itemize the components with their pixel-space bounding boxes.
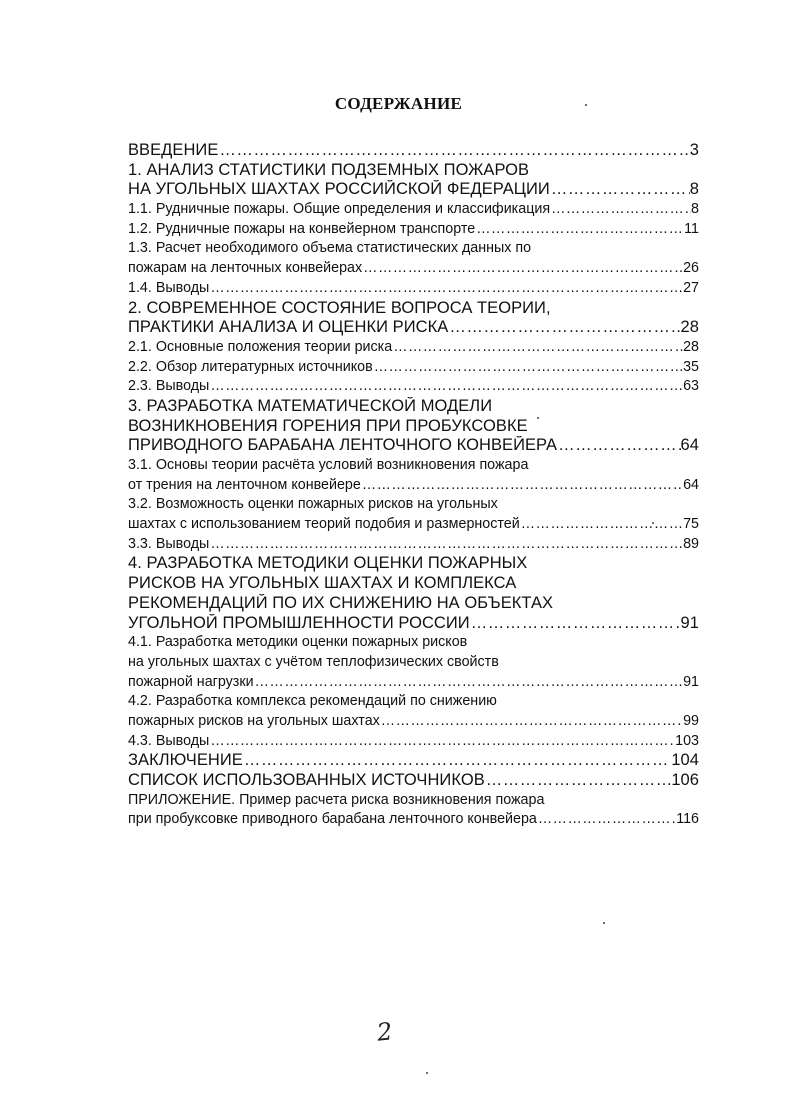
toc-entry — [128, 161, 699, 181]
toc-leader — [550, 200, 691, 220]
toc-leader — [209, 377, 683, 397]
toc-entry — [128, 279, 699, 299]
toc-entry — [128, 673, 699, 693]
toc-entry-text: СПИСОК ИСПОЛЬЗОВАННЫХ ИСТОЧНИКОВ — [128, 771, 485, 789]
toc-entry — [128, 200, 699, 220]
toc-entry — [128, 180, 699, 200]
toc-entry-text: 1. АНАЛИЗ СТАТИСТИКИ ПОДЗЕМНЫХ ПОЖАРОВ — [128, 160, 530, 179]
toc-entry — [128, 574, 699, 594]
toc-entry-page: 99 — [683, 712, 699, 729]
toc-entry — [128, 318, 699, 338]
toc-leader — [209, 535, 683, 555]
toc-leader — [392, 338, 683, 358]
scan-speck — [537, 417, 539, 419]
toc-entry — [128, 495, 699, 515]
toc-entry-page: 64 — [680, 436, 699, 455]
scan-speck — [585, 104, 587, 106]
toc-leader — [485, 771, 672, 791]
toc-entry-text: 4. РАЗРАБОТКА МЕТОДИКИ ОЦЕНКИ ПОЖАРНЫХ — [128, 554, 528, 573]
toc-entry-text: пожарных рисков на угольных шахтах — [128, 712, 380, 729]
toc-entry-text: 2.3. Выводы — [128, 378, 210, 395]
toc-entry-page: 75 — [683, 516, 699, 533]
toc-entry-page: 106 — [671, 771, 699, 789]
toc-entry-text: УГОЛЬНОЙ ПРОМЫШЛЕННОСТИ РОССИИ — [128, 613, 470, 632]
toc-entry-page: 104 — [671, 751, 699, 770]
toc-leader — [537, 810, 676, 830]
toc-entry-text: РЕКОМЕНДАЦИЙ ПО ИХ СНИЖЕНИЮ НА ОБЪЕКТАХ — [128, 593, 554, 612]
toc-entry-text: 2. СОВРЕМЕННОЕ СОСТОЯНИЕ ВОПРОСА ТЕОРИИ, — [128, 298, 551, 317]
toc-entry — [128, 791, 699, 811]
toc-leader — [550, 180, 690, 200]
toc-entry — [128, 771, 699, 791]
toc-leader — [209, 732, 675, 752]
toc-entry-page: 8 — [689, 180, 699, 199]
toc-entry-text: РИСКОВ НА УГОЛЬНЫХ ШАХТАХ И КОМПЛЕКСА — [128, 574, 517, 593]
toc-entry-page: 11 — [684, 220, 699, 237]
toc-entry — [128, 653, 699, 673]
table-of-contents — [128, 141, 699, 830]
toc-entry — [128, 397, 699, 417]
toc-entry — [128, 476, 699, 496]
toc-entry-page: 27 — [683, 279, 699, 296]
toc-entry-text: шахтах с использованием теорий подобия и размерностей — [128, 516, 520, 533]
toc-entry — [128, 810, 699, 830]
toc-leader — [361, 476, 683, 496]
toc-entry — [128, 141, 699, 161]
toc-entry-text: ЗАКЛЮЧЕНИЕ — [128, 751, 243, 770]
toc-leader — [209, 279, 683, 299]
toc-entry-text: 2.1. Основные положения теории риска — [128, 338, 393, 355]
toc-entry-text: от трения на ленточном конвейере — [128, 476, 361, 493]
toc-entry-text: 1.4. Выводы — [128, 279, 210, 296]
toc-entry-text: ПРИВОДНОГО БАРАБАНА ЛЕНТОЧНОГО КОНВЕЙЕРА — [128, 436, 558, 455]
toc-entry-page: 28 — [680, 318, 699, 337]
toc-entry-text: НА УГОЛЬНЫХ ШАХТАХ РОССИЙСКОЙ ФЕДЕРАЦИИ — [128, 180, 550, 199]
toc-entry — [128, 456, 699, 476]
toc-entry — [128, 594, 699, 614]
toc-entry-page: 8 — [691, 201, 699, 218]
toc-entry-page: 103 — [675, 732, 699, 749]
toc-entry — [128, 712, 699, 732]
toc-leader — [520, 515, 683, 535]
toc-entry-page: 89 — [683, 535, 699, 552]
toc-entry-page: 91 — [683, 673, 699, 690]
toc-entry-text: на угольных шахтах с учётом теплофизических свойств — [128, 653, 499, 670]
toc-entry-text: 3.2. Возможность оценки пожарных рисков на угольных — [128, 496, 498, 513]
toc-entry-text: пожарной нагрузки — [128, 673, 254, 690]
toc-entry — [128, 692, 699, 712]
toc-entry — [128, 239, 699, 259]
toc-entry-text: 1.2. Рудничные пожары на конвейерном транспорте — [128, 220, 476, 237]
toc-leader — [254, 673, 683, 693]
toc-entry — [128, 220, 699, 240]
toc-entry-page: 26 — [683, 260, 699, 277]
scan-speck — [426, 1072, 428, 1074]
page-title: СОДЕРЖАНИЕ — [334, 94, 463, 113]
toc-entry — [128, 377, 699, 397]
toc-leader — [380, 712, 683, 732]
toc-entry-text: ВВЕДЕНИЕ — [128, 141, 219, 159]
toc-entry-text: 2.2. Обзор литературных источников — [128, 358, 373, 375]
toc-entry — [128, 338, 699, 358]
toc-entry — [128, 436, 699, 456]
toc-entry — [128, 614, 699, 634]
toc-entry-page: 63 — [683, 378, 699, 395]
toc-entry-text: при пробуксовке приводного барабана ленточного конвейера — [128, 811, 537, 828]
toc-entry — [128, 358, 699, 378]
toc-entry-page: 64 — [683, 476, 699, 493]
toc-entry-text: 4.3. Выводы — [128, 732, 210, 749]
toc-leader — [448, 318, 680, 338]
toc-entry-text: 3.3. Выводы — [128, 535, 210, 552]
toc-entry — [128, 515, 699, 535]
toc-entry — [128, 259, 699, 279]
toc-entry-text: 3.1. Основы теории расчёта условий возникновения пожара — [128, 457, 529, 473]
scan-speck — [652, 522, 654, 524]
toc-entry — [128, 633, 699, 653]
toc-entry-text: 1.1. Рудничные пожары. Общие определения и классификация — [128, 201, 551, 218]
handwritten-page-number: 2 — [375, 1017, 394, 1047]
toc-entry-text: 1.3. Расчет необходимого объема статистических данных по — [128, 240, 532, 257]
toc-entry-text: 4.1. Разработка методики оценки пожарных рисков — [128, 634, 468, 651]
toc-entry — [128, 751, 699, 771]
toc-leader — [362, 259, 683, 279]
toc-entry — [128, 535, 699, 555]
toc-leader — [218, 141, 689, 161]
toc-entry — [128, 299, 699, 319]
toc-entry-page: 28 — [683, 338, 699, 355]
toc-entry-text: 3. РАЗРАБОТКА МАТЕМАТИЧЕСКОЙ МОДЕЛИ — [128, 396, 493, 415]
toc-entry-text: ПРАКТИКИ АНАЛИЗА И ОЦЕНКИ РИСКА — [128, 318, 449, 337]
toc-leader — [373, 358, 683, 378]
toc-leader — [475, 220, 684, 240]
toc-entry-page: 116 — [676, 811, 699, 828]
toc-entry-text: пожарам на ленточных конвейерах — [128, 260, 363, 277]
toc-entry-text: ВОЗНИКНОВЕНИЯ ГОРЕНИЯ ПРИ ПРОБУКСОВКЕ — [128, 416, 528, 435]
toc-leader — [557, 436, 680, 456]
toc-leader — [243, 751, 671, 771]
toc-entry-text: ПРИЛОЖЕНИЕ. Пример расчета риска возникновения пожара — [128, 791, 545, 808]
toc-leader — [470, 614, 681, 634]
scan-speck — [603, 922, 605, 924]
toc-entry-page: 91 — [680, 613, 699, 632]
toc-entry-text: 4.2. Разработка комплекса рекомендаций по снижению — [128, 693, 497, 710]
toc-entry — [128, 417, 699, 437]
toc-entry-page: 3 — [689, 141, 699, 159]
toc-entry — [128, 554, 699, 574]
toc-entry — [128, 732, 699, 752]
toc-entry-page: 35 — [683, 358, 699, 375]
